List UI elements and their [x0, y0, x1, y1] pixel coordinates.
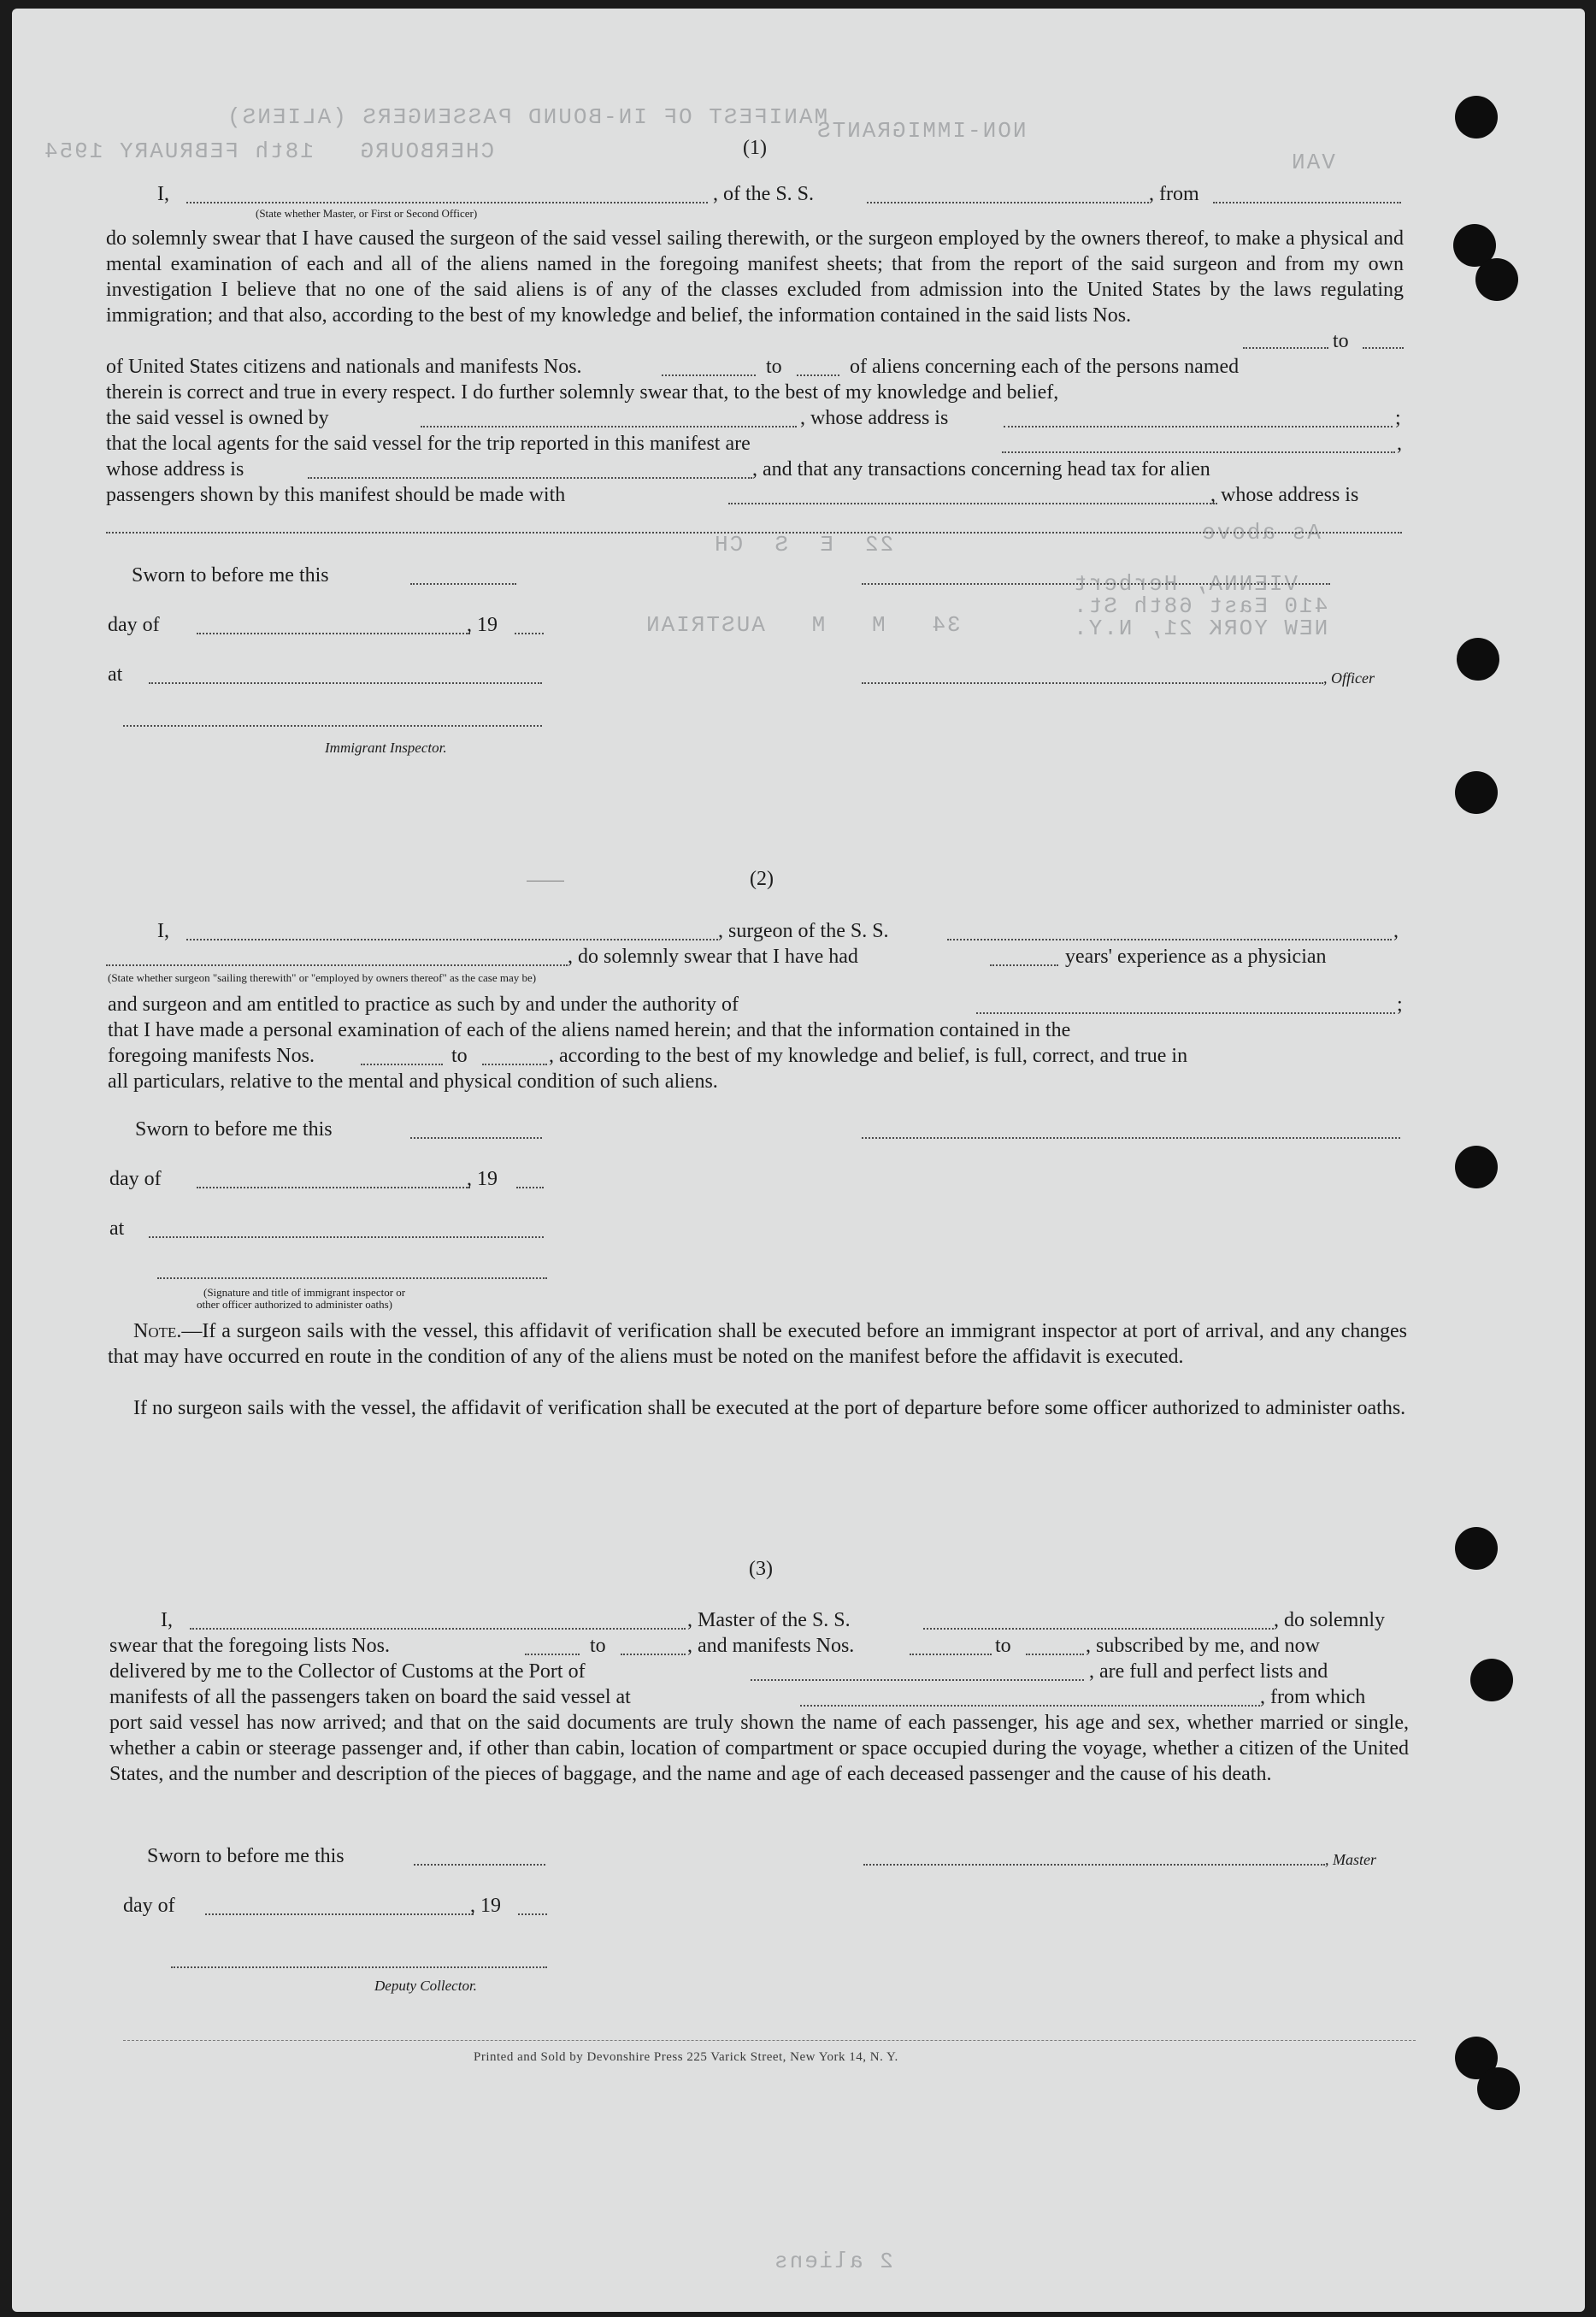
ghost-text: NON-IMMIGRANTS — [816, 118, 1027, 144]
ghost-text: VIENNA, Herbert — [1072, 571, 1299, 597]
contact-address-field[interactable] — [106, 532, 1402, 534]
foregoing-to-field[interactable] — [482, 1064, 547, 1065]
sworn-day-field[interactable] — [410, 1137, 542, 1139]
day-of-field[interactable] — [197, 1187, 470, 1188]
years-exp-label: years' experience as a physician — [1065, 946, 1327, 968]
surgeon-signature-field[interactable] — [862, 1137, 1400, 1139]
local-agents-label: that the local agents for the said vessel for the trip reported in this manifest are — [106, 433, 751, 455]
punch-hole — [1477, 2067, 1520, 2110]
i-label: I, — [157, 183, 169, 205]
passengers-label: passengers shown by this manifest should be made with — [106, 484, 566, 506]
punch-hole — [1457, 638, 1499, 681]
master-label: , Master — [1325, 1851, 1376, 1868]
officer-signature-field[interactable] — [862, 583, 1330, 585]
ghost-text: 34 M M AUSTRIAN — [645, 612, 961, 638]
swear-had-label: , do solemnly swear that I have had — [568, 946, 858, 968]
whose-address-is-label: , whose address is — [1210, 484, 1359, 506]
year-label: , 19 — [467, 614, 498, 636]
inspector-signature-field[interactable] — [157, 1277, 547, 1279]
section-number: (3) — [749, 1558, 773, 1580]
owner-address-field[interactable] — [1004, 426, 1393, 427]
at-label: at — [109, 1217, 125, 1240]
at-label: at — [108, 663, 123, 686]
printer-credit: Printed and Sold by Devonshire Press 225 Varick Street, New York 14, N. Y. — [474, 2050, 898, 2064]
day-of-label: day of — [109, 1168, 162, 1190]
citizens-line: of United States citizens and nationals and manifests Nos. — [106, 356, 582, 378]
port-field[interactable] — [751, 1679, 1084, 1681]
owner-field[interactable] — [421, 426, 797, 427]
punch-hole — [1470, 1659, 1513, 1701]
lists-nos-field[interactable] — [1243, 347, 1328, 349]
foregoing-nos-field[interactable] — [361, 1064, 443, 1065]
punch-hole — [1455, 1146, 1498, 1188]
ghost-text: CHERBOURG 18th FEBRUARY 1954 — [43, 139, 495, 164]
deputy-label: Deputy Collector. — [374, 1978, 477, 1994]
correct-line: therein is correct and true in every respect. I do further solemnly swear that, to the best of my knowledge and belief, — [106, 381, 1059, 404]
to-label: to — [451, 1045, 468, 1067]
ship-name-field[interactable] — [923, 1628, 1274, 1630]
head-tax-contact-field[interactable] — [728, 503, 1217, 504]
delivered-label: delivered by me to the Collector of Customs at the Port of — [109, 1660, 586, 1683]
punch-hole — [1455, 1527, 1498, 1570]
deputy-signature-field[interactable] — [171, 1966, 547, 1968]
year-field[interactable] — [516, 1187, 544, 1188]
ghost-text: 22 E S CH — [713, 532, 894, 557]
full-perfect-label: , are full and perfect lists and — [1089, 1660, 1328, 1683]
subscribed-label: , subscribed by me, and now — [1086, 1635, 1320, 1657]
section-number: (1) — [743, 137, 767, 159]
local-agents-field[interactable] — [1002, 451, 1395, 453]
officer-line[interactable] — [862, 682, 1323, 684]
sworn-label: Sworn to before me this — [135, 1118, 333, 1141]
manifests-all-label: manifests of all the passengers taken on board the said vessel at — [109, 1686, 631, 1708]
surgeon-status-field[interactable] — [106, 964, 568, 966]
sig-note: (Signature and title of immigrant inspector or — [203, 1286, 406, 1299]
sworn-day-field[interactable] — [410, 583, 516, 585]
at-field[interactable] — [149, 682, 542, 684]
punch-hole — [1475, 258, 1518, 301]
from-port-field[interactable] — [1213, 202, 1401, 203]
semicolon: ; — [1397, 993, 1403, 1016]
note-label: Note. — [133, 1320, 182, 1342]
whose-address-label: , whose address is — [800, 407, 949, 429]
lists-to-field[interactable] — [1363, 347, 1404, 349]
comma: , — [1393, 920, 1399, 942]
whose-address-label-2: whose address is — [106, 458, 244, 480]
from-label: , from — [1149, 183, 1199, 205]
section3-paragraph: port said vessel has now arrived; and that on the said documents are truly shown the name of each passenger, his age and sex, whether married or single, whether a cabin or steerage passenger and, if other than cabin, location of compartment or space occupied during the voyage, whether a citizen of the United States, and the number and description of the pieces of baggage, and the name and age of each deceased passenger and the cause of his death. — [109, 1712, 1409, 1785]
sworn-day-field[interactable] — [414, 1864, 545, 1866]
lists-to-field[interactable] — [621, 1654, 686, 1655]
to-label: to — [590, 1635, 606, 1657]
inspector-label: Immigrant Inspector. — [325, 740, 447, 756]
ghost-text: As above — [1200, 520, 1321, 545]
manifests-nos-field[interactable] — [662, 374, 756, 376]
from-which-label: , from which — [1260, 1686, 1366, 1708]
note-text: —If a surgeon sails with the vessel, this affidavit of verification shall be executed before an immigrant inspector at port of arrival, and any changes that may have occurred en route in the condition of any of the aliens must be noted on the manifest before the affidavit is executed. — [108, 1320, 1407, 1368]
citizens-line-end: of aliens concerning each of the persons named — [850, 356, 1240, 378]
note-paragraph-2: If no surgeon sails with the vessel, the affidavit of verification shall be executed at the port of departure before some officer authorized to administer oaths. — [133, 1397, 1406, 1419]
surgeon-of-label: , surgeon of the S. S. — [718, 920, 889, 942]
i-label: I, — [161, 1609, 173, 1631]
master-signature-field[interactable] — [863, 1864, 1325, 1866]
year-label: , 19 — [470, 1895, 501, 1917]
authority-label: and surgeon and am entitled to practice as such by and under the authority of — [108, 993, 739, 1016]
swear-lists-label: swear that the foregoing lists Nos. — [109, 1635, 390, 1657]
manifests-nos-field[interactable] — [910, 1654, 992, 1655]
semicolon: ; — [1395, 407, 1401, 429]
day-of-field[interactable] — [197, 633, 470, 634]
note-paragraph — [108, 1318, 1407, 1370]
according-label: , according to the best of my knowledge and belief, is full, correct, and true in — [549, 1045, 1188, 1067]
master-note: (State whether Master, or First or Second Officer) — [256, 207, 478, 220]
sworn-label: Sworn to before me this — [147, 1845, 345, 1867]
manifests-to-field[interactable] — [797, 374, 839, 376]
authority-field[interactable] — [976, 1012, 1395, 1014]
i-label: I, — [157, 920, 169, 942]
of-ss-label: , of the S. S. — [713, 183, 815, 205]
punch-hole — [1455, 96, 1498, 139]
inspector-signature-field[interactable] — [123, 725, 542, 727]
head-tax-label: , and that any transactions concerning head tax for alien — [752, 458, 1210, 480]
comma: , — [1397, 433, 1402, 455]
to-label: to — [766, 356, 782, 378]
owned-by-label: the said vessel is owned by — [106, 407, 329, 429]
year-label: , 19 — [467, 1168, 498, 1190]
manifest-page — [12, 9, 1585, 2312]
state-note: (State whether surgeon "sailing therewith" or "employed by owners thereof" as the case may be) — [108, 971, 537, 984]
ghost-text: VAN — [1290, 150, 1335, 175]
footer-rule — [123, 2040, 1416, 2041]
agent-address-field[interactable] — [308, 477, 752, 479]
ghost-text: 2 aliens — [773, 2249, 893, 2274]
day-of-field[interactable] — [205, 1913, 474, 1915]
sig-note: other officer authorized to administer oaths) — [197, 1298, 392, 1311]
master-name-field[interactable] — [190, 1628, 686, 1630]
and-manifests-label: , and manifests Nos. — [687, 1635, 855, 1657]
to-label: to — [1333, 330, 1349, 352]
manifests-to-field[interactable] — [1026, 1654, 1084, 1655]
year-field[interactable] — [518, 1913, 547, 1915]
section1-paragraph: do solemnly swear that I have caused the surgeon of the said vessel sailing therewith, or the surgeon employed by the owners thereof, to make a physical and mental examination of each and all of the aliens named in the foregoing manifest sheets; that from the report of the said surgeon and from my own investigation I believe that no one of the said aliens is of any of the classes excluded from admission into the United States by the laws regulating immigration; and that also, according to the best of my knowledge and belief, the information contained in the said lists Nos. — [106, 227, 1404, 327]
day-of-label: day of — [108, 614, 160, 636]
years-field[interactable] — [990, 964, 1058, 966]
master-name-field[interactable] — [186, 202, 708, 203]
to-label: to — [995, 1635, 1011, 1657]
ghost-text: 410 East 68th St. — [1072, 593, 1328, 619]
foregoing-label: foregoing manifests Nos. — [108, 1045, 315, 1067]
section-number: (2) — [750, 868, 774, 890]
punch-hole — [1455, 771, 1498, 814]
day-of-label: day of — [123, 1895, 175, 1917]
sworn-label: Sworn to before me this — [132, 564, 329, 587]
ghost-text: MANIFEST OF IN-BOUND PASSENGERS (ALIENS) — [226, 104, 828, 130]
master-of-label: , Master of the S. S. — [687, 1609, 851, 1631]
examination-line: that I have made a personal examination of each of the aliens named herein; and that the information contained in the — [108, 1019, 1071, 1041]
at-field[interactable] — [149, 1236, 544, 1238]
year-field[interactable] — [515, 633, 544, 634]
ghost-text: NEW YORK 21, N.Y. — [1072, 616, 1328, 641]
boarding-port-field[interactable] — [800, 1705, 1260, 1707]
particulars-line: all particulars, relative to the mental and physical condition of such aliens. — [108, 1070, 718, 1093]
officer-label: , Officer — [1323, 669, 1375, 687]
surgeon-ship-field[interactable] — [947, 939, 1392, 940]
ship-name-field[interactable] — [867, 202, 1149, 203]
lists-nos-field[interactable] — [525, 1654, 580, 1655]
do-solemnly-label: , do solemnly — [1274, 1609, 1385, 1631]
surgeon-name-field[interactable] — [186, 939, 718, 940]
